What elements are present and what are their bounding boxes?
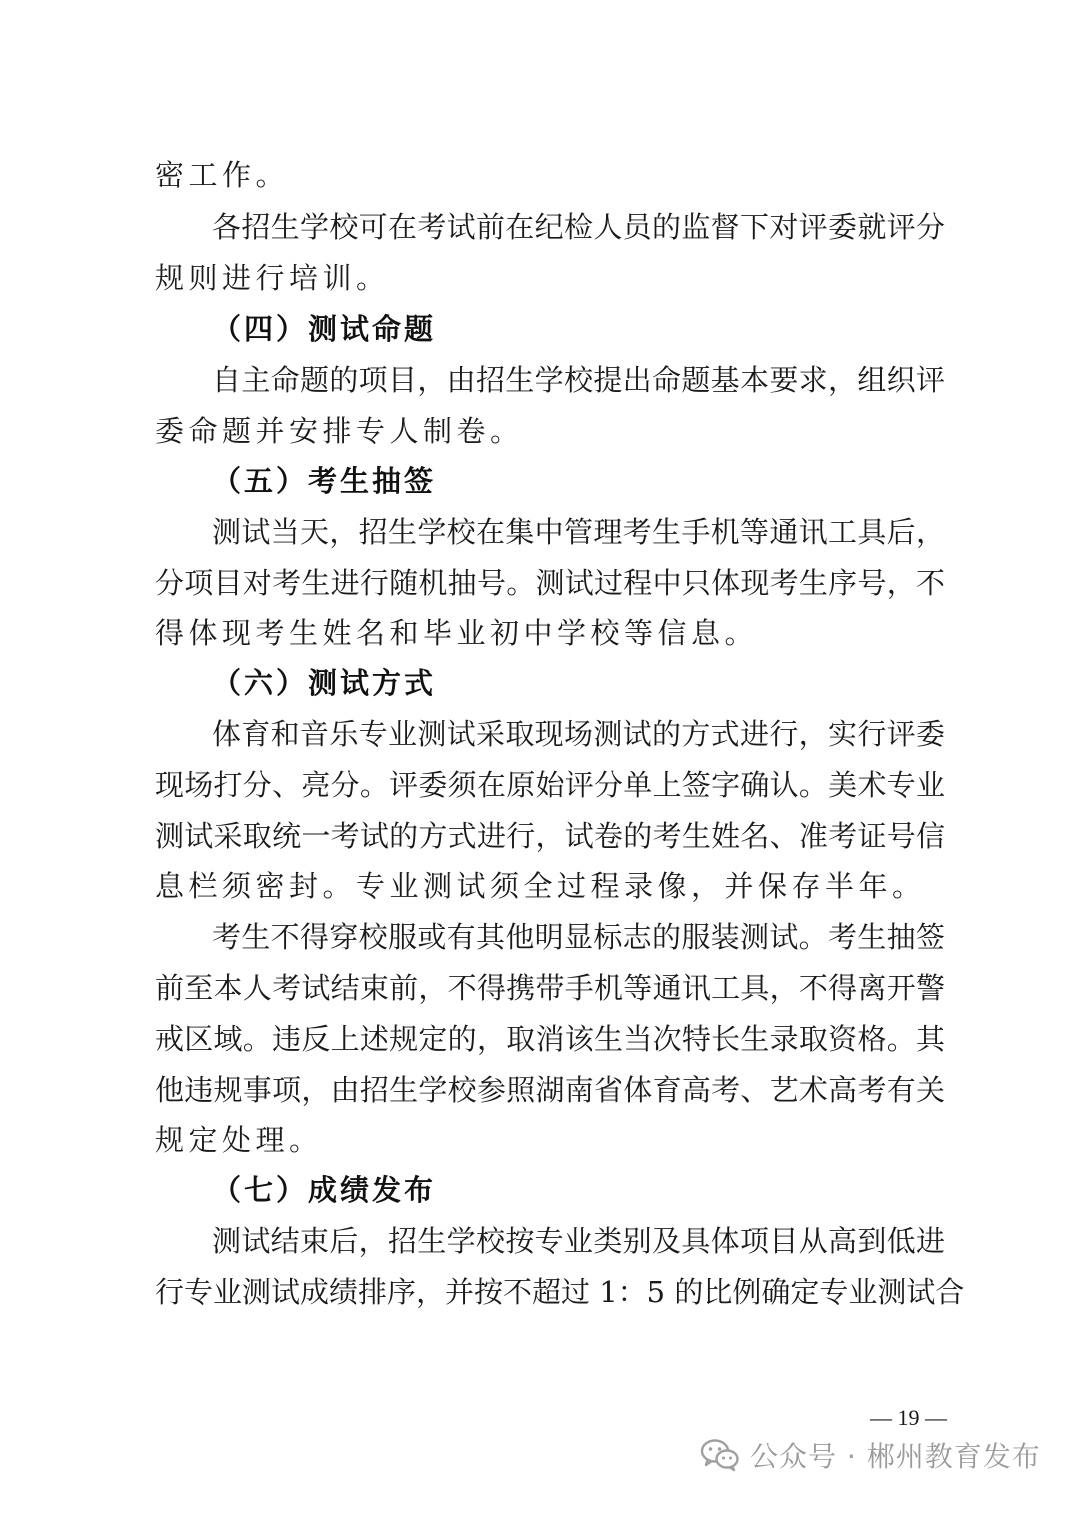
- section-heading-four: （四）测试命题: [212, 312, 437, 346]
- paragraph-line: 息栏须密封。专业测试须全过程录像，并保存半年。: [155, 869, 926, 903]
- section-heading-six: （六）测试方式: [212, 666, 437, 700]
- paragraph-line: 规定处理。: [155, 1123, 323, 1157]
- paragraph-line: 各招生学校可在考试前在纪检人员的监督下对评委就评分: [212, 210, 945, 244]
- section-heading-five: （五）考生抽签: [212, 464, 437, 498]
- page-number: — 19 —: [870, 1405, 947, 1430]
- paragraph-line: 分项目对考生进行随机抽号。测试过程中只体现考生序号，不: [155, 566, 945, 600]
- paragraph-line: 戒区域。违反上述规定的，取消该生当次特长生录取资格。其: [155, 1022, 945, 1056]
- watermark-text: 公众号 · 郴州教育发布: [750, 1440, 1041, 1473]
- wechat-icon: [700, 1438, 740, 1472]
- paragraph-line: 他违规事项，由招生学校参照湖南省体育高考、艺术高考有关: [155, 1073, 945, 1107]
- paragraph-line: 前至本人考试结束前，不得携带手机等通讯工具，不得离开警: [155, 971, 945, 1005]
- paragraph-line: 自主命题的项目，由招生学校提出命题基本要求，组织评: [212, 363, 945, 397]
- paragraph-line: 得体现考生姓名和毕业初中学校等信息。: [155, 616, 759, 650]
- section-heading-seven: （七）成绩发布: [212, 1173, 437, 1207]
- paragraph-line: 体育和音乐专业测试采取现场测试的方式进行，实行评委: [212, 717, 945, 751]
- paragraph-line: 行专业测试成绩排序，并按不超过 1：5 的比例确定专业测试合: [155, 1275, 965, 1309]
- paragraph-line: 现场打分、亮分。评委须在原始评分单上签字确认。美术专业: [155, 768, 945, 802]
- paragraph-line: 测试结束后，招生学校按专业类别及具体项目从高到低进: [212, 1224, 945, 1258]
- watermark: [700, 1433, 1041, 1477]
- paragraph-line: 考生不得穿校服或有其他明显标志的服装测试。考生抽签: [212, 920, 945, 954]
- paragraph-line: 规则进行培训。: [155, 261, 390, 295]
- paragraph-line: 密工作。: [155, 158, 290, 192]
- paragraph-line: 测试当天，招生学校在集中管理考生手机等通讯工具后，: [212, 515, 945, 549]
- paragraph-line: 委命题并安排专人制卷。: [155, 414, 524, 448]
- paragraph-line: 测试采取统一考试的方式进行，试卷的考生姓名、准考证号信: [155, 819, 945, 853]
